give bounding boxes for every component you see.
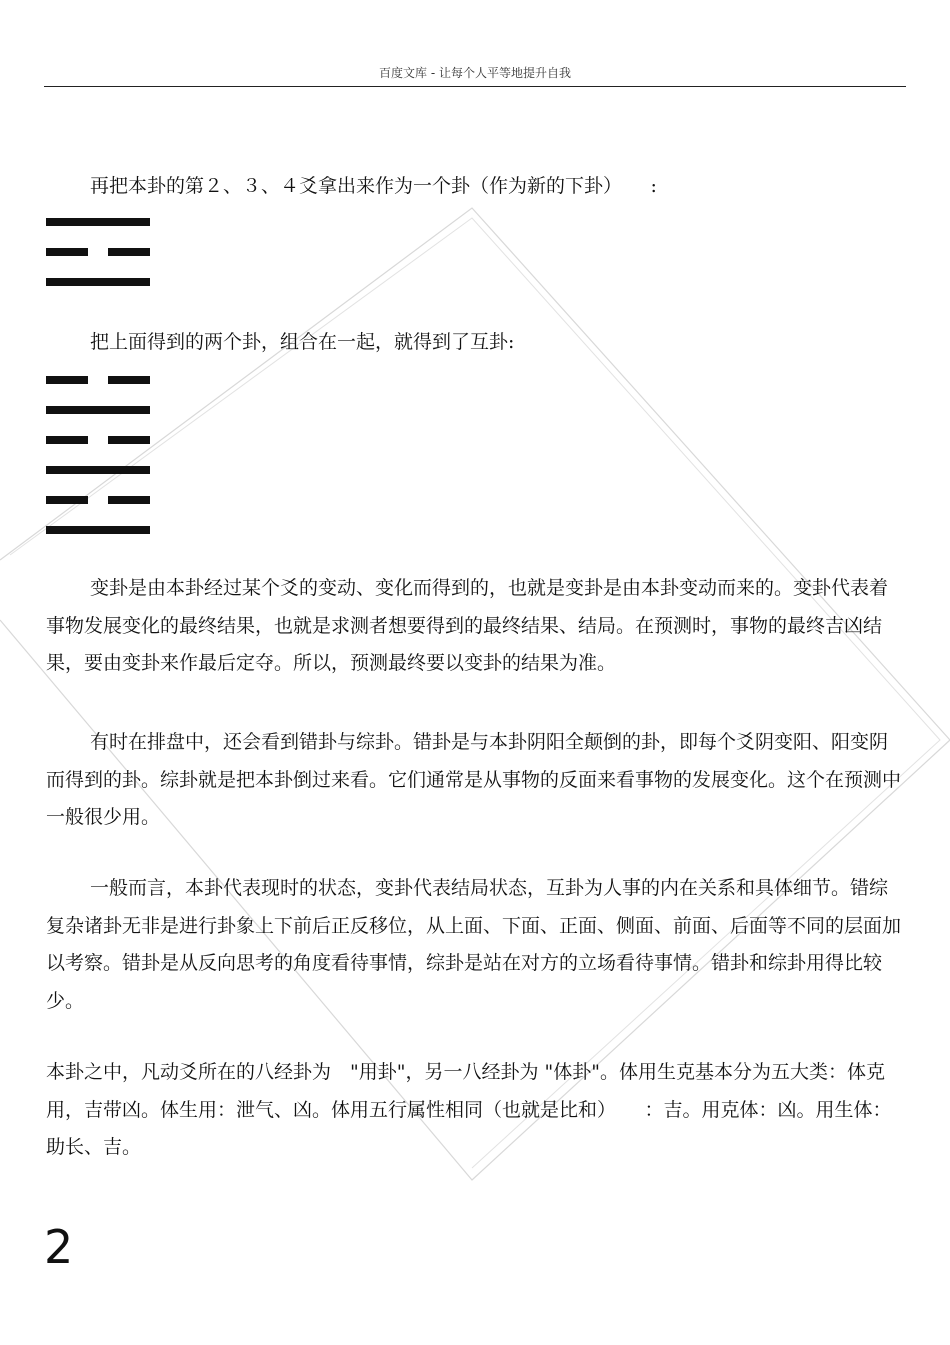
paragraph-summary: 一般而言，本卦代表现时的状态，变卦代表结局状态，互卦为人事的内在关系和具体细节。错综复杂诸卦无非是进行卦象上下前后正反移位，从上面、下面、正面、侧面、前面、后面等不同的层面加以考察。错卦是从反向思考的角度看待事情，综卦是站在对方的立场看待事情。错卦和综卦用得比较少。 [46,877,902,1012]
line-segment [46,466,150,474]
header-text: 百度文库 - 让每个人平等地提升自我 [379,66,571,80]
line-segment [46,218,150,226]
line-segment [108,376,150,384]
line-segment [46,406,150,414]
page-number: 2 [44,1220,74,1274]
line-segment [108,248,150,256]
line-segment [46,248,88,256]
paragraph-cuo-zong: 有时在排盘中，还会看到错卦与综卦。错卦是与本卦阴阳全颠倒的卦，即每个爻阴变阳、阳变阴而得到的卦。综卦就是把本卦倒过来看。它们通常是从事物的反面来看事物的发展变化。这个在预测中一般很少用。 [46,731,902,828]
line-segment [108,496,150,504]
line-segment [46,526,150,534]
paragraph-changed-hexagram: 变卦是由本卦经过某个爻的变动、变化而得到的，也就是变卦是由本卦变动而来的。变卦代表着事物发展变化的最终结果，也就是求测者想要得到的最终结果、结局。在预测时，事物的最终吉凶结果，要由变卦来作最后定夺。所以，预测最终要以变卦的结果为准。 [46,577,889,674]
line-segment [46,496,88,504]
header-rule [44,86,906,87]
line-segment [46,376,88,384]
line-segment [108,436,150,444]
line-segment [46,436,88,444]
paragraph-mutual-intro: 把上面得到的两个卦，组合在一起，就得到了互卦: [90,331,515,353]
paragraph-ti-yong: 本卦之中，凡动爻所在的八经卦为 "用卦"，另一八经卦为 "体卦"。体用生克基本分为五大类：体克用，吉带凶。体生用：泄气、凶。体用五行属性相同（也就是比和） ：吉。用克体：凶。用生体：助长、吉。 [46,1061,892,1158]
paragraph-lower-trigram-intro: 再把本卦的第２、３、４爻拿出来作为一个卦（作为新的下卦） : [90,175,657,197]
line-segment [46,278,150,286]
